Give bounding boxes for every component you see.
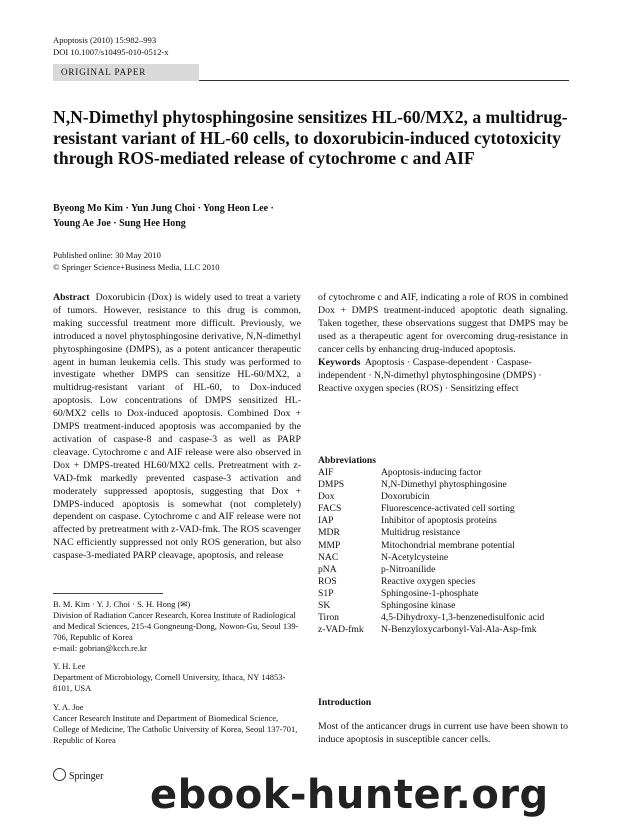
abbreviation-definition: Fluorescence-activated cell sorting bbox=[381, 503, 515, 515]
abbreviation-definition: N-Acetylcysteine bbox=[381, 551, 449, 563]
authors-line-2: Young Ae Joe · Sung Hee Hong bbox=[53, 218, 186, 229]
publication-info bbox=[53, 250, 220, 273]
watermark: ebook-hunter.org bbox=[150, 772, 549, 818]
journal-citation: Apoptosis (2010) 15:982–993 bbox=[53, 35, 157, 45]
abbreviation-row bbox=[318, 503, 578, 515]
journal-meta bbox=[53, 35, 169, 58]
abbreviation-term: z-VAD-fmk bbox=[318, 624, 364, 636]
abbreviation-row bbox=[318, 491, 578, 503]
publisher-name: Springer bbox=[69, 771, 104, 782]
abbreviation-row bbox=[318, 624, 578, 636]
abbreviation-term: S1P bbox=[318, 587, 334, 599]
abbreviation-row bbox=[318, 576, 578, 588]
abbreviation-term: SK bbox=[318, 600, 331, 612]
abbreviation-definition: N-Benzyloxycarbonyl-Val-Ala-Asp-fmk bbox=[381, 624, 537, 636]
abbreviation-row bbox=[318, 527, 578, 539]
abbreviation-definition: 4,5-Dihydroxy-1,3-benzenedisulfonic acid bbox=[381, 612, 545, 624]
affiliation-email[interactable]: e-mail: gobrian@kcch.re.kr bbox=[53, 643, 147, 653]
affiliation-names: B. M. Kim · Y. J. Choi · S. H. Hong (✉) bbox=[53, 599, 191, 609]
abbreviation-term: Dox bbox=[318, 491, 335, 503]
introduction-heading: Introduction bbox=[318, 697, 372, 708]
abbreviation-row bbox=[318, 552, 578, 564]
affiliation-address: Division of Radiation Cancer Research, Korea Institute of Radiological and Medical Sciences, 215-4 Gongneung-Dong, Nowon-Gu, Seoul 139-706, Republic of Korea bbox=[53, 610, 299, 642]
abbreviation-definition: Apoptosis-inducing factor bbox=[381, 467, 482, 478]
authors-line-1: Byeong Mo Kim · Yun Jung Choi · Yong Heon Lee · bbox=[53, 203, 274, 214]
affiliation-names: Y. A. Joe bbox=[53, 702, 84, 712]
abbreviation-term: Tiron bbox=[318, 612, 339, 624]
affiliation-address: Department of Microbiology, Cornell University, Ithaca, NY 14853-8101, USA bbox=[53, 672, 286, 693]
affiliation-address: Cancer Research Institute and Department of Biomedical Science, College of Medicine, The Catholic University of Korea, Seoul 137-701, Republic of Korea bbox=[53, 713, 298, 745]
abbreviation-definition: N,N-Dimethyl phytosphingosine bbox=[381, 479, 507, 491]
abbreviation-term: AIF bbox=[318, 467, 334, 478]
abbreviations-heading: Abbreviations bbox=[318, 455, 376, 466]
abbreviation-row bbox=[318, 479, 578, 491]
abbreviation-row bbox=[318, 540, 578, 552]
doi: DOI 10.1007/s10495-010-0512-x bbox=[53, 46, 169, 57]
affiliation-rule bbox=[53, 593, 163, 594]
abstract-heading: Abstract bbox=[53, 292, 90, 303]
abbreviation-definition: Sphingosine kinase bbox=[381, 600, 456, 612]
abbreviation-definition: Multidrug resistance bbox=[381, 527, 461, 539]
publisher-footer bbox=[53, 766, 103, 782]
abbreviation-row bbox=[318, 515, 578, 527]
abbreviation-row bbox=[318, 564, 578, 576]
paper-title: N,N-Dimethyl phytosphingosine sensitizes HL-60/MX2, a multidrug-resistant variant of HL-60 cells, to doxorubicin-induced cytotoxicity through ROS-mediated release of cytochrome c and AIF bbox=[53, 107, 568, 168]
abbreviation-definition: Doxorubicin bbox=[381, 491, 430, 503]
abbreviation-term: IAP bbox=[318, 515, 334, 527]
header-rule bbox=[199, 80, 569, 81]
affiliation-3 bbox=[53, 702, 301, 746]
abbreviation-term: ROS bbox=[318, 575, 337, 587]
abbreviation-row bbox=[318, 600, 578, 612]
abbreviations-table bbox=[318, 467, 578, 636]
abbreviation-term: NAC bbox=[318, 551, 339, 563]
abbreviation-definition: Inhibitor of apoptosis proteins bbox=[381, 515, 497, 527]
section-label: ORIGINAL PAPER bbox=[61, 67, 147, 77]
abbreviation-term: pNA bbox=[318, 563, 337, 575]
abbreviation-definition: Mitochondrial membrane potential bbox=[381, 539, 515, 551]
abstract-continuation: of cytochrome c and AIF, indicating a role of ROS in combined Dox + DMPS treatment-induced apoptotic death signaling. Taken together, these observations suggest that DMPS may be used as a therapeutic agent for overcoming drug-resistance in cancer cells by enhancing drug-induced apoptosis. bbox=[318, 292, 568, 355]
section-banner bbox=[53, 64, 199, 81]
abbreviation-definition: Reactive oxygen species bbox=[381, 575, 476, 587]
abbreviation-term: DMPS bbox=[318, 479, 345, 491]
introduction-text: Most of the anticancer drugs in current use have been shown to induce apoptosis in susceptible cancer cells. bbox=[318, 721, 568, 745]
author-list bbox=[53, 201, 453, 231]
abbreviation-row bbox=[318, 588, 578, 600]
abstract bbox=[53, 292, 301, 563]
keywords bbox=[318, 357, 568, 396]
copyright: © Springer Science+Business Media, LLC 2010 bbox=[53, 261, 220, 272]
abbreviation-definition: p-Nitroanilide bbox=[381, 563, 436, 575]
keywords-text: Apoptosis · Caspase-dependent · Caspase-independent · N,N-dimethyl phytosphingosine (DMPS) · Reactive oxygen species (ROS) · Sensitizing effect bbox=[318, 357, 542, 394]
affiliation-2 bbox=[53, 661, 301, 694]
affiliation-names: Y. H. Lee bbox=[53, 661, 86, 671]
abbreviation-term: MMP bbox=[318, 539, 341, 551]
abbreviation-term: FACS bbox=[318, 503, 342, 515]
springer-logo-icon bbox=[53, 768, 66, 781]
abbreviation-definition: Sphingosine-1-phosphate bbox=[381, 587, 479, 599]
affiliation-1 bbox=[53, 599, 301, 654]
abbreviation-row bbox=[318, 467, 578, 479]
abbreviation-row bbox=[318, 612, 578, 624]
keywords-heading: Keywords bbox=[318, 357, 361, 368]
abbreviation-term: MDR bbox=[318, 527, 340, 539]
published-date: Published online: 30 May 2010 bbox=[53, 250, 161, 260]
abstract-text: Doxorubicin (Dox) is widely used to treat a variety of tumors. However, resistance to this drug is common, making successful treatment more difficult. Previously, we introduced a novel phytosphingosine derivative, N,N-dimethyl phytosphingosine (DMPS), as a potent anticancer therapeutic agent in human leukemia cells. This study was performed to investigate whether DMPS can sensitize HL-60/MX2, a multidrug-resistant variant of HL-60, to Dox-induced apoptosis. Low concentrations of DMPS sensitized HL-60/MX2 cells to Dox-induced apoptosis. Combined Dox + DMPS treatment-induced apoptosis was accompanied by the activation of caspase-8 and caspase-3 as well as PARP cleavage. Cytochrome c and AIF release were also observed in Dox + DMPS-treated HL60/MX2 cells. Pretreatment with z-VAD-fmk markedly prevented caspase-3 activation and moderately suppressed apoptosis, suggesting that Dox + DMPS-induced apoptosis is somewhat (not completely) dependent on caspase. Cytochrome c and AIF release were not affected by pretreatment with z-VAD-fmk. The ROS scavenger NAC efficiently suppressed not only ROS generation, but also caspase-3-mediated PARP cleavage, apoptosis, and release bbox=[53, 292, 301, 562]
